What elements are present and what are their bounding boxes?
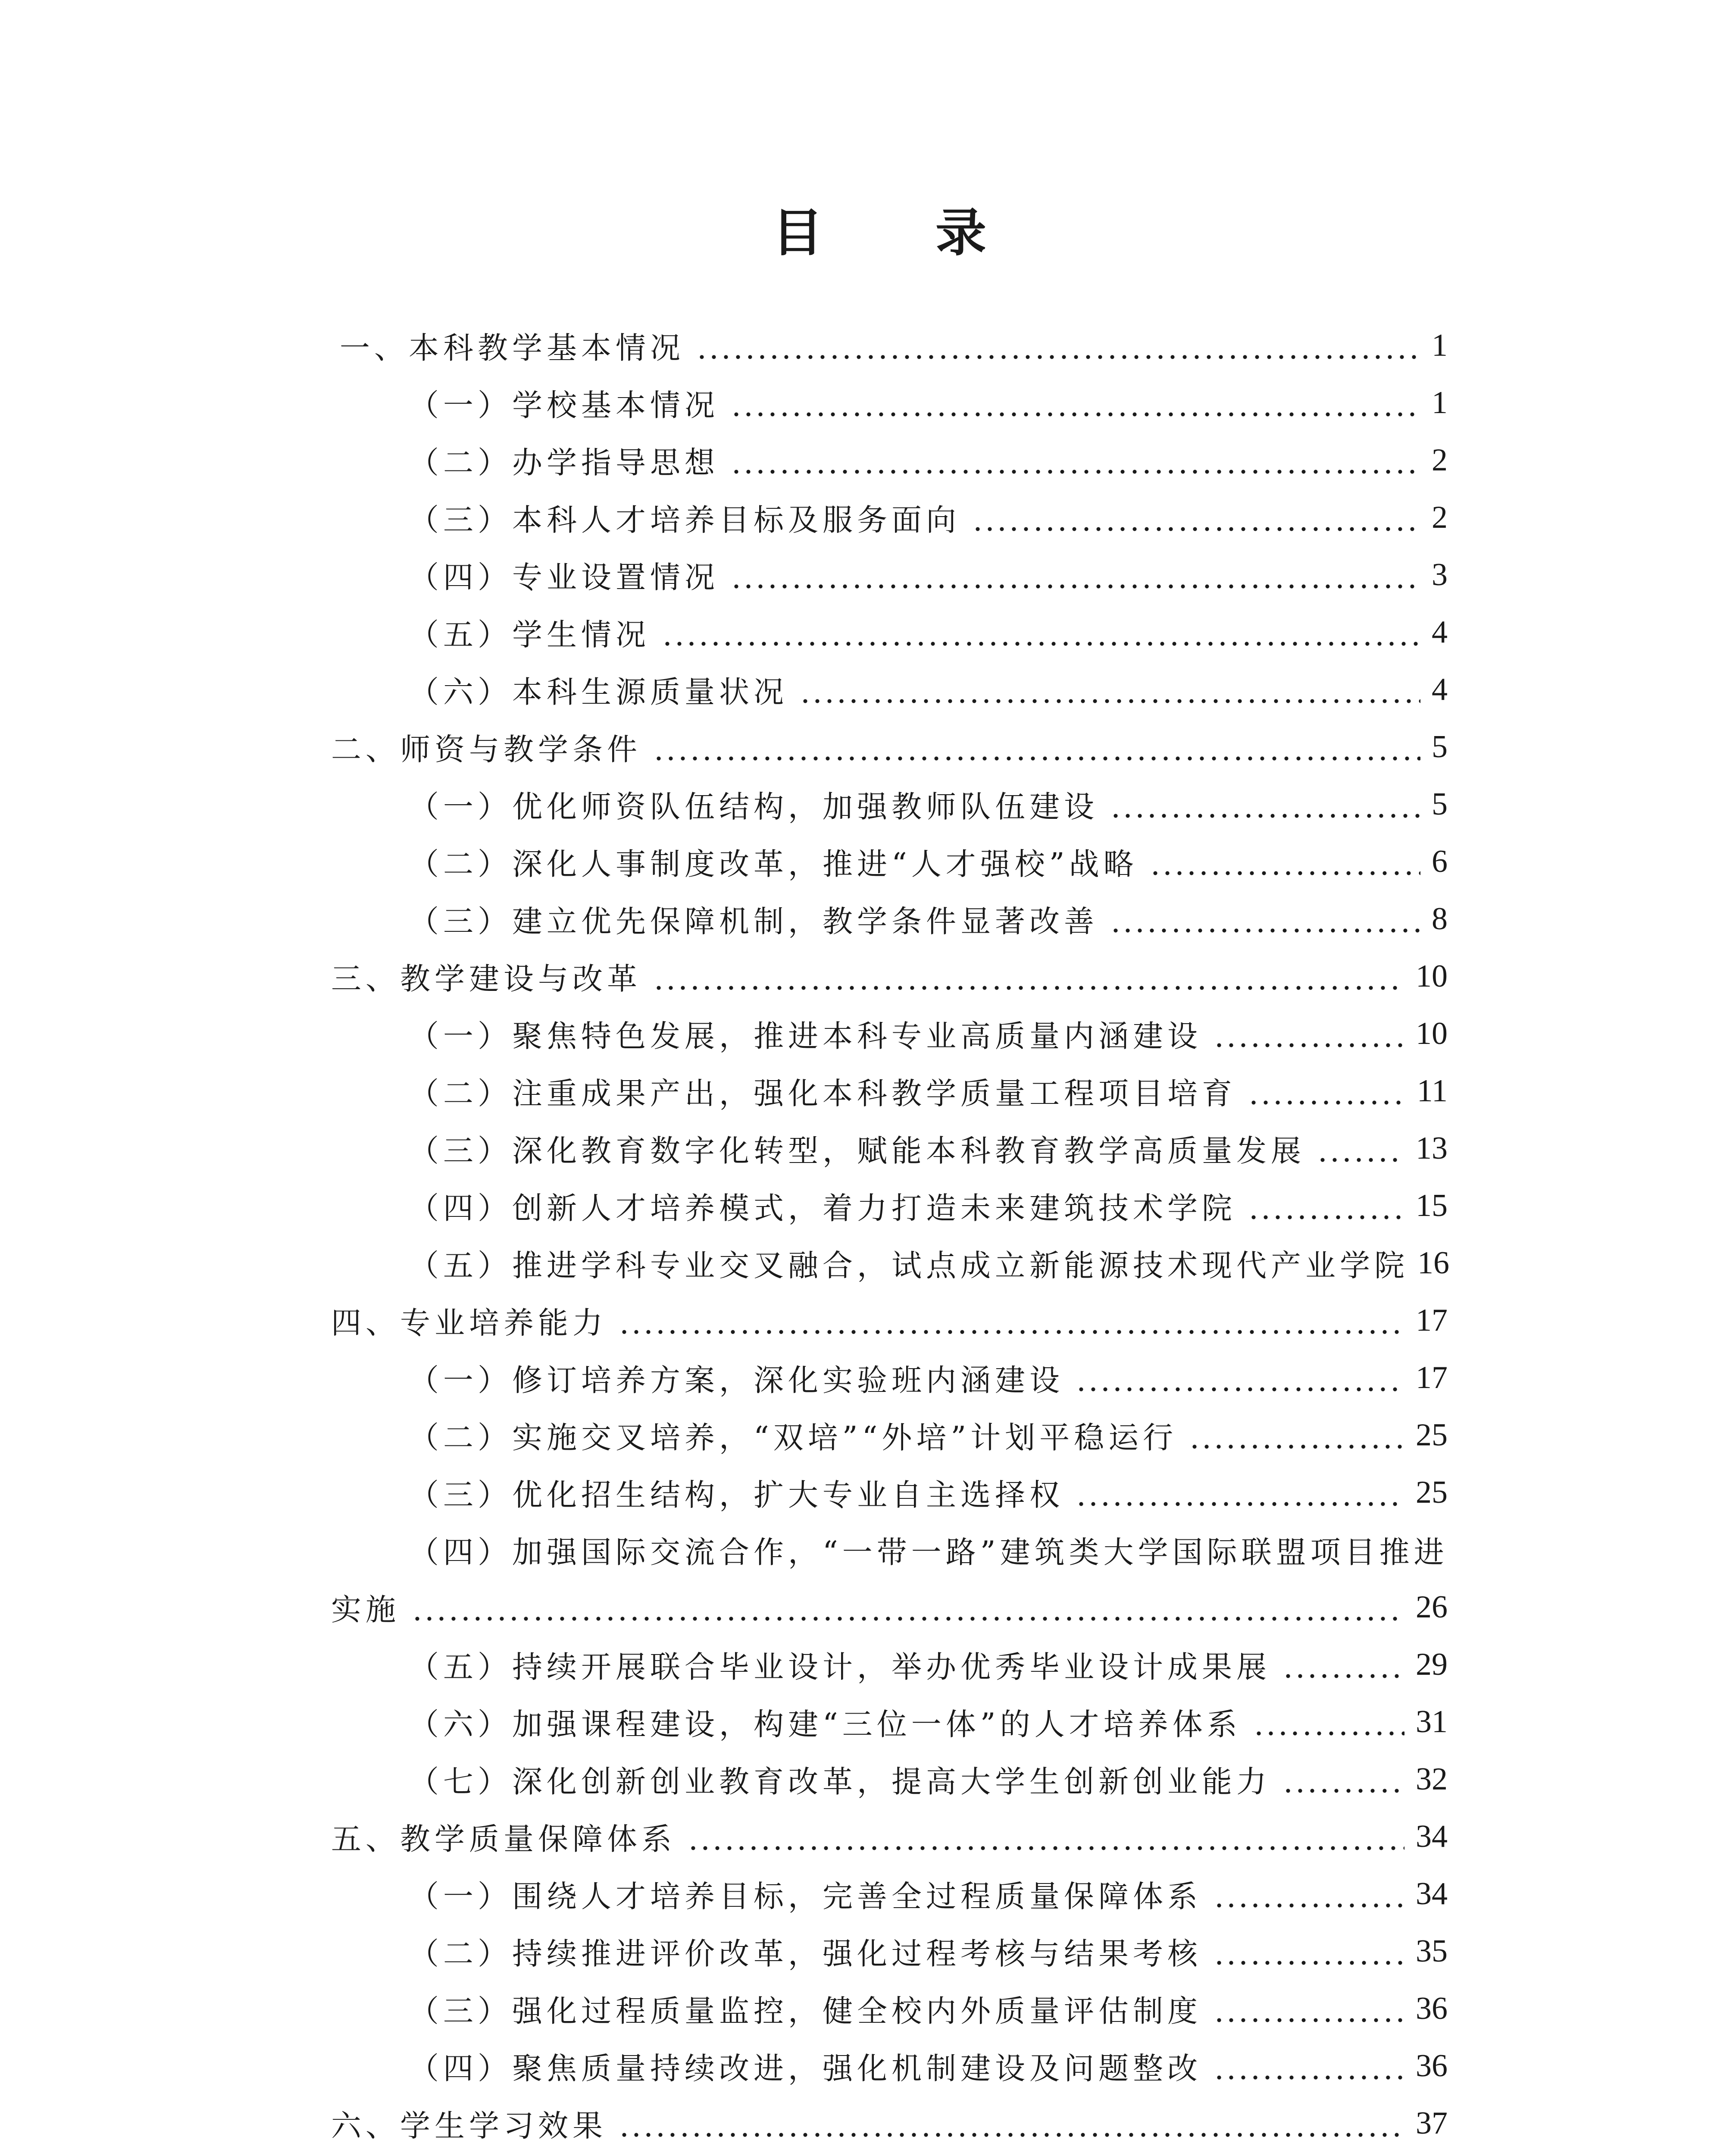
toc-entry[interactable] [331,1062,1448,1120]
toc-entry[interactable] [331,1980,1448,2037]
toc-entry-title: （三）优化招生结构，扩大专业自主选择权 [409,1477,1064,1513]
toc-entry[interactable] [331,948,1448,1005]
toc-entry[interactable] [331,546,1448,604]
toc-entry-title: （五）持续开展联合毕业设计，举办优秀毕业设计成果展 [409,1649,1271,1685]
toc-page-number: 1 [1432,328,1448,363]
toc-leader-dots [1213,1019,1404,1049]
toc-entry-title: （四）专业设置情况 [409,560,719,595]
toc-entry-title: （一）聚焦特色发展，推进本科专业高质量内涵建设 [409,1018,1202,1054]
toc-leader-dots [1282,1650,1404,1680]
toc-page-number: 2 [1432,500,1448,535]
toc-page-number: 10 [1416,959,1448,994]
toc-entry[interactable] [331,604,1448,661]
toc-entry[interactable] [331,432,1448,489]
toc-entry[interactable] [331,1292,1448,1349]
toc-entry[interactable] [331,1751,1448,1808]
toc-page-number: 32 [1416,1761,1448,1797]
toc-entry-title: （五）学生情况 [409,617,650,652]
toc-entry-title: （四）加强国际交流合作，“一带一路”建筑类大学国际联盟项目推进 [409,1535,1448,1570]
toc-entry[interactable] [331,1407,1448,1464]
toc-leader-dots [411,1592,1404,1623]
toc-page-number: 5 [1432,729,1448,765]
toc-entry[interactable] [331,1808,1448,1865]
toc-entry-title: （六）加强课程建设，构建“三位一体”的人才培养体系 [409,1707,1242,1742]
toc-entry-title: 一、本科教学基本情况 [340,330,685,366]
toc-page-number: 17 [1416,1360,1448,1395]
toc-page-number: 11 [1417,1073,1448,1109]
toc-leader-dots [730,388,1420,418]
toc-leader-dots [1282,1764,1404,1795]
toc-entry-title: （二）实施交叉培养，“双培”“外培”计划平稳运行 [409,1420,1178,1455]
toc-entry[interactable] [331,1120,1448,1177]
toc-leader-dots [1253,1707,1404,1737]
toc-entry[interactable] [331,1521,1448,1579]
toc-page-number: 26 [1416,1589,1448,1625]
toc-page-number: 31 [1416,1704,1448,1739]
toc-leader-dots [730,445,1420,476]
toc-page-number: 8 [1432,901,1448,937]
toc-entry[interactable] [331,1464,1448,1521]
toc-entry[interactable] [331,890,1448,948]
toc-entry[interactable] [331,1177,1448,1235]
toc-entry-title: 实施 [331,1592,400,1627]
toc-entry-title: 三、教学建设与改革 [331,961,641,997]
toc-entry[interactable] [331,833,1448,890]
toc-page-number: 17 [1416,1303,1448,1338]
toc-entry[interactable] [331,1235,1448,1292]
toc-page-number: 15 [1416,1188,1448,1223]
toc-entry-title: 二、师资与教学条件 [331,732,641,767]
toc-page-number: 34 [1416,1819,1448,1854]
page-title: 目 录 [772,203,1034,263]
toc-entry-title: （二）注重成果产出，强化本科教学质量工程项目培育 [409,1076,1236,1111]
toc-page-number: 25 [1416,1417,1448,1453]
toc-entry-title: （一）学校基本情况 [409,388,719,423]
toc-entry-title: 五、教学质量保障体系 [331,1821,676,1857]
toc-entry[interactable] [331,374,1448,432]
toc-leader-dots [1075,1363,1404,1393]
toc-leader-dots [1213,2051,1404,2081]
toc-leader-dots [653,962,1404,992]
toc-page-number: 4 [1432,672,1448,707]
toc-leader-dots [1213,1879,1404,1909]
toc-leader-dots [653,732,1420,762]
toc-entry[interactable] [331,1636,1448,1693]
table-of-contents [331,317,1448,2156]
toc-leader-dots [661,617,1420,648]
toc-page-number: 25 [1416,1475,1448,1510]
toc-page-number: 37 [1416,2106,1448,2141]
toc-entry-title: （六）本科生源质量状况 [409,674,788,710]
toc-leader-dots [799,675,1420,705]
toc-leader-dots [1189,1420,1404,1451]
toc-leader-dots [618,2109,1404,2139]
toc-page-number: 5 [1432,787,1448,822]
toc-entry[interactable] [331,1923,1448,1980]
toc-entry[interactable] [331,718,1448,776]
toc-page-number: 35 [1416,1934,1448,1969]
toc-entry-title: 四、专业培养能力 [331,1305,607,1341]
toc-leader-dots [1248,1191,1404,1221]
toc-entry[interactable] [331,1349,1448,1407]
toc-entry-title: （一）优化师资队伍结构，加强教师队伍建设 [409,789,1098,824]
toc-page-number: 2 [1432,442,1448,478]
toc-leader-dots [972,503,1420,533]
toc-leader-dots [687,1822,1404,1852]
toc-page-number: 13 [1416,1131,1448,1166]
toc-leader-dots [730,560,1420,590]
toc-entry-title: （一）修订培养方案，深化实验班内涵建设 [409,1363,1064,1398]
toc-entry[interactable] [331,1579,1448,1636]
toc-leader-dots [696,331,1420,361]
toc-page-number: 36 [1416,2048,1448,2084]
toc-leader-dots [1248,1076,1406,1106]
toc-leader-dots [1317,1134,1404,1164]
toc-leader-dots [1110,790,1420,820]
toc-entry-title: （三）强化过程质量监控，健全校内外质量评估制度 [409,1993,1202,2029]
toc-entry-title: （三）本科人才培养目标及服务面向 [409,502,960,538]
toc-page-number: 16 [1417,1245,1449,1281]
toc-entry[interactable] [331,489,1448,546]
toc-entry-title: （四）聚焦质量持续改进，强化机制建设及问题整改 [409,2051,1202,2086]
toc-page-number: 36 [1416,1991,1448,2026]
toc-leader-dots [618,1306,1404,1336]
toc-entry-title: （二）深化人事制度改革，推进“人才强校”战略 [409,846,1138,882]
toc-entry[interactable] [331,1865,1448,1923]
toc-entry[interactable] [331,2152,1448,2156]
toc-page-number: 34 [1416,1876,1448,1912]
toc-entry-title: （二）办学指导思想 [409,445,719,480]
toc-leader-dots [1149,847,1420,877]
toc-page-number: 10 [1416,1016,1448,1051]
toc-leader-dots [1213,1994,1404,2024]
toc-leader-dots [1075,1478,1404,1508]
toc-entry[interactable] [331,2095,1448,2152]
toc-page-number: 1 [1432,385,1448,420]
toc-entry-title: （一）围绕人才培养目标，完善全过程质量保障体系 [409,1879,1202,1914]
toc-entry-title: （二）持续推进评价改革，强化过程考核与结果考核 [409,1936,1202,1971]
toc-entry[interactable] [331,1005,1448,1062]
toc-entry[interactable] [331,317,1448,374]
toc-entry-title: 六、学生学习效果 [331,2108,607,2143]
toc-entry-title: （三）建立优先保障机制，教学条件显著改善 [409,904,1098,939]
toc-leader-dots [1213,1937,1404,1967]
toc-page-number: 6 [1432,844,1448,879]
toc-entry[interactable] [331,661,1448,718]
toc-entry[interactable] [331,1693,1448,1751]
toc-leader-dots [1110,904,1420,934]
toc-entry-title: （四）创新人才培养模式，着力打造未来建筑技术学院 [409,1191,1236,1226]
toc-entry[interactable] [331,2037,1448,2095]
toc-entry-title: （三）深化教育数字化转型，赋能本科教育教学高质量发展 [409,1133,1305,1169]
toc-page-number: 4 [1432,614,1448,650]
toc-page-number: 29 [1416,1647,1448,1682]
toc-page-number: 3 [1432,557,1448,592]
toc-entry-title: （七）深化创新创业教育改革，提高大学生创新创业能力 [409,1764,1271,1799]
toc-entry-title: （五）推进学科专业交叉融合，试点成立新能源技术现代产业学院 [409,1248,1409,1283]
toc-entry[interactable] [331,776,1448,833]
